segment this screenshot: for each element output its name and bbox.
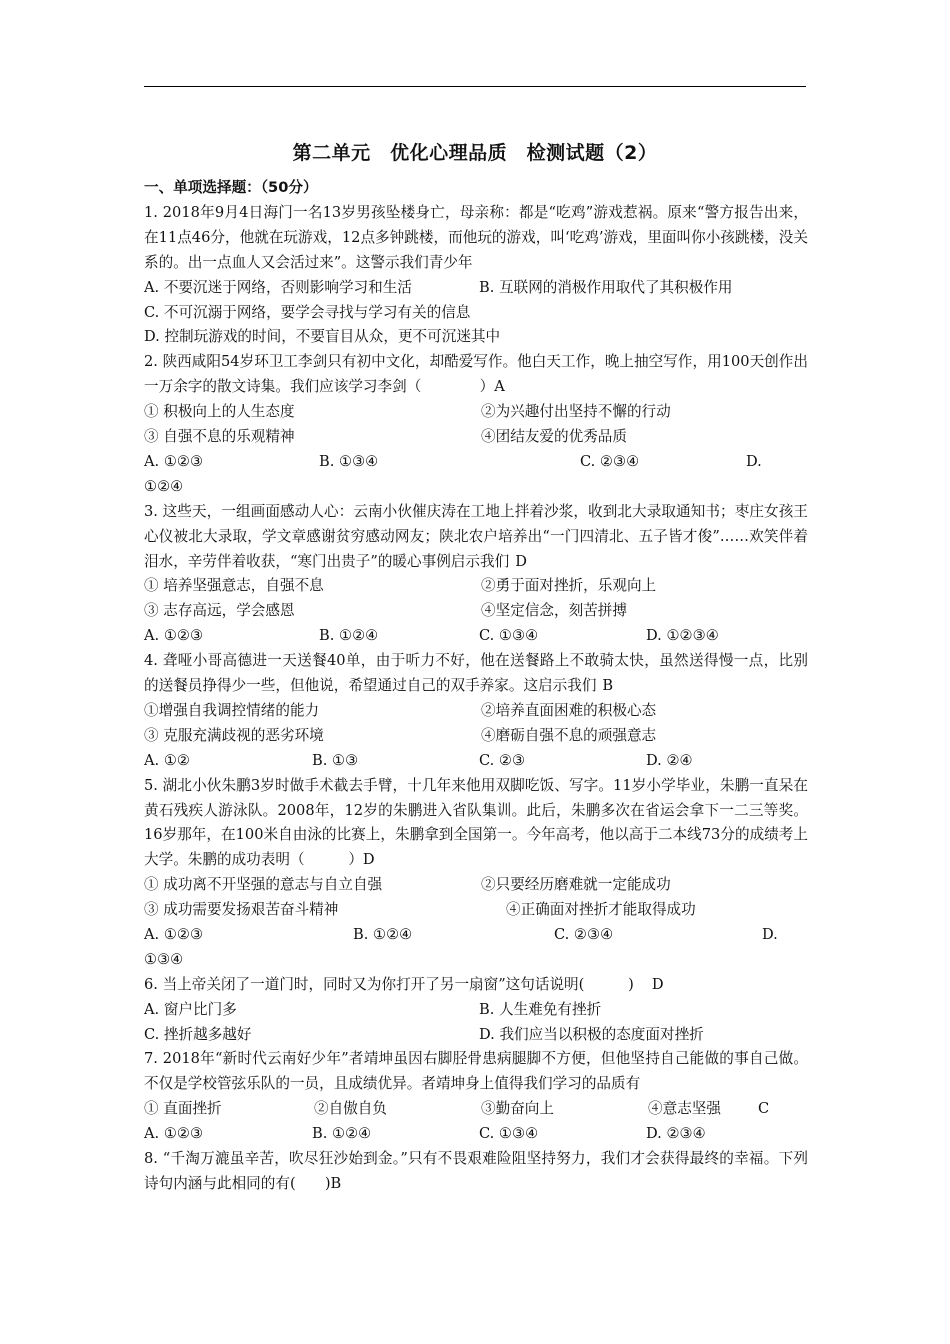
q5-option-b: B. ①②④ xyxy=(353,926,413,943)
q4-item-1: ①增强自我调控情绪的能力 xyxy=(144,701,320,719)
question-4-stem xyxy=(144,649,808,699)
q3-item-2: ②勇于面对挫折，乐观向上 xyxy=(481,577,657,595)
q2-item-3: ③ 自强不息的乐观精神 xyxy=(144,428,295,446)
q4-option-b: B. ①③ xyxy=(312,751,359,769)
q1-option-c: C. 不可沉溺于网络，要学会寻找与学习有关的信息 xyxy=(144,303,471,321)
q3-option-b: B. ①②④ xyxy=(319,627,379,645)
q2-item-1: ① 积极向上的人生态度 xyxy=(144,403,295,421)
page-title: 第二单元 优化心理品质 检测试题（2） xyxy=(292,142,658,164)
q7-item-1: ① 直面挫折 xyxy=(144,1100,222,1118)
question-5-stem: 5. 湖北小伙朱鹏3岁时做手术截去手臂，十几年来他用双脚吃饭、写字。11岁小学毕业，朱鹏一直呆在黄石残疾人游泳队。2008年，12岁的朱鹏进入省队集训。此后，朱鹏多次在省运会拿下一二三等奖。16岁那年，在100米自由泳的比赛上，朱鹏拿到全国第一。今年高考，他以高于二本线73分的成绩考上大学。朱鹏的成功表明（ ）D xyxy=(144,776,808,869)
q5-option-a: A. ①②③ xyxy=(144,926,204,943)
q7-item-4: ④意志坚强 xyxy=(648,1100,721,1118)
q3-item-3: ③ 志存高远，学会感恩 xyxy=(144,602,295,620)
q6-option-d: D. 我们应当以积极的态度面对挫折 xyxy=(479,1025,704,1043)
q7-option-d: D. ②③④ xyxy=(646,1125,706,1143)
question-3-stem xyxy=(144,500,808,575)
q7-option-b: B. ①②④ xyxy=(312,1125,372,1143)
q6-option-b: B. 人生难免有挫折 xyxy=(479,1000,602,1018)
q7-option-a: A. ①②③ xyxy=(144,1125,204,1143)
q4-option-c: C. ②③ xyxy=(479,751,526,769)
q3-item-4: ④坚定信念，刻苦拼搏 xyxy=(481,602,627,620)
q3-option-c: C. ①③④ xyxy=(479,627,539,645)
q4-stem-text: 4. 聋哑小哥高德进一天送餐40单，由于听力不好，他在送餐路上不敢骑太快，虽然送得慢一点，比别的送餐员挣得少一些，但他说，希望通过自己的双手养家。这启示我们 xyxy=(144,652,808,695)
q2-option-b: B. ①③④ xyxy=(319,452,379,470)
q3-stem-text: 3. 这些天，一组画面感动人心：云南小伙催庆涛在工地上拌着沙浆，收到北大录取通知书；枣庄女孩王心仪被北大录取，学文章感谢贫穷感动网友；陕北农户培养出“一门四清北、五子皆才俊”……欢笑伴着泪水，辛劳伴着收获，“寒门出贵子”的暖心事例启示我们 xyxy=(144,502,808,570)
q6-option-a: A. 窗户比门多 xyxy=(144,1000,237,1018)
q5-item-1: ① 成功离不开坚强的意志与自立自强 xyxy=(144,876,383,894)
q2-option-d: D. xyxy=(746,452,762,470)
q2-option-a: A. ①②③ xyxy=(144,452,204,470)
q4-item-2: ②培养直面困难的积极心态 xyxy=(481,701,657,719)
q7-item-2: ②自傲自负 xyxy=(314,1100,387,1118)
q5-item-2: ②只要经历磨难就一定能成功 xyxy=(481,876,671,894)
q4-option-d: D. ②④ xyxy=(646,751,693,769)
q7-item-3: ③勤奋向上 xyxy=(481,1100,554,1118)
q4-item-3: ③ 克服充满歧视的恶劣环境 xyxy=(144,726,324,744)
question-7-stem: 7. 2018年“新时代云南好少年”者靖坤虽因右脚胫骨患病腿脚不方便，但他坚持自己能做的事自己做。不仅是学校管弦乐队的一员，且成绩优异。者靖坤身上值得我们学习的品质有 xyxy=(144,1050,808,1093)
q5-option-d: D. xyxy=(762,926,778,943)
q4-item-4: ④磨砺自强不息的顽强意志 xyxy=(481,726,657,744)
q4-option-a: A. ①② xyxy=(144,751,190,769)
section-heading: 一、单项选择题：（50分） xyxy=(144,179,318,196)
question-2-stem: 2. 陕西咸阳54岁环卫工李剑只有初中文化，却酷爱写作。他白天工作，晚上抽空写作，用100天创作出一万余字的散文诗集。我们应该学习李剑（ ）A xyxy=(144,353,808,396)
q6-stem-text: 6. 当上帝关闭了一道门时，同时又为你打开了另一扇窗”这句话说明( ) xyxy=(144,975,634,993)
q4-answer: B xyxy=(602,677,614,695)
q2-item-2: ②为兴趣付出坚持不懈的行动 xyxy=(481,403,671,421)
q1-option-d: D. 控制玩游戏的时间，不要盲目从众，更不可沉迷其中 xyxy=(144,328,501,346)
question-6-stem xyxy=(144,973,808,998)
q6-answer: D xyxy=(651,975,664,993)
q1-option-b: B. 互联网的消极作用取代了其积极作用 xyxy=(479,278,733,296)
q5-item-3: ③ 成功需要发扬艰苦奋斗精神 xyxy=(144,901,339,919)
q3-answer: D xyxy=(515,552,527,570)
q5-item-4: ④正确面对挫折才能取得成功 xyxy=(506,901,696,919)
q3-option-a: A. ①②③ xyxy=(144,627,204,645)
q2-item-4: ④团结友爱的优秀品质 xyxy=(481,428,627,446)
question-body xyxy=(144,176,808,1197)
q2-option-c: C. ②③④ xyxy=(580,452,640,470)
q7-option-c: C. ①③④ xyxy=(479,1125,539,1143)
q3-option-d: D. ①②③④ xyxy=(646,627,719,645)
header-rule xyxy=(144,86,806,87)
q1-option-a-text: A. 不要沉迷于网络，否则影响学习和生活 xyxy=(144,278,412,296)
q3-item-1: ① 培养坚强意志，自强不息 xyxy=(144,577,324,595)
q2-option-d-value: ①②④ xyxy=(144,477,184,495)
question-8-stem: 8. “千淘万漉虽辛苦，吹尽狂沙始到金。”只有不畏艰难险阻坚持努力，我们才会获得最终的幸福。下列诗句内涵与此相同的有( )B xyxy=(144,1150,808,1192)
q5-option-c: C. ②③④ xyxy=(554,926,614,943)
q5-option-d-value: ①③④ xyxy=(144,950,184,968)
q6-option-c: C. 挫折越多越好 xyxy=(144,1025,252,1043)
question-1-stem: 1. 2018年9月4日海门一名13岁男孩坠楼身亡，母亲称：都是“吃鸡”游戏惹祸。原来“警方报告出来，在11点46分，他就在玩游戏，12点多钟跳楼，而他玩的游戏，叫‘吃鸡’游戏，里面叫你小孩跳楼，没关系的。出一点血人又会活过来”。这警示我们青少年 xyxy=(144,203,808,271)
q7-answer: C xyxy=(758,1100,770,1118)
